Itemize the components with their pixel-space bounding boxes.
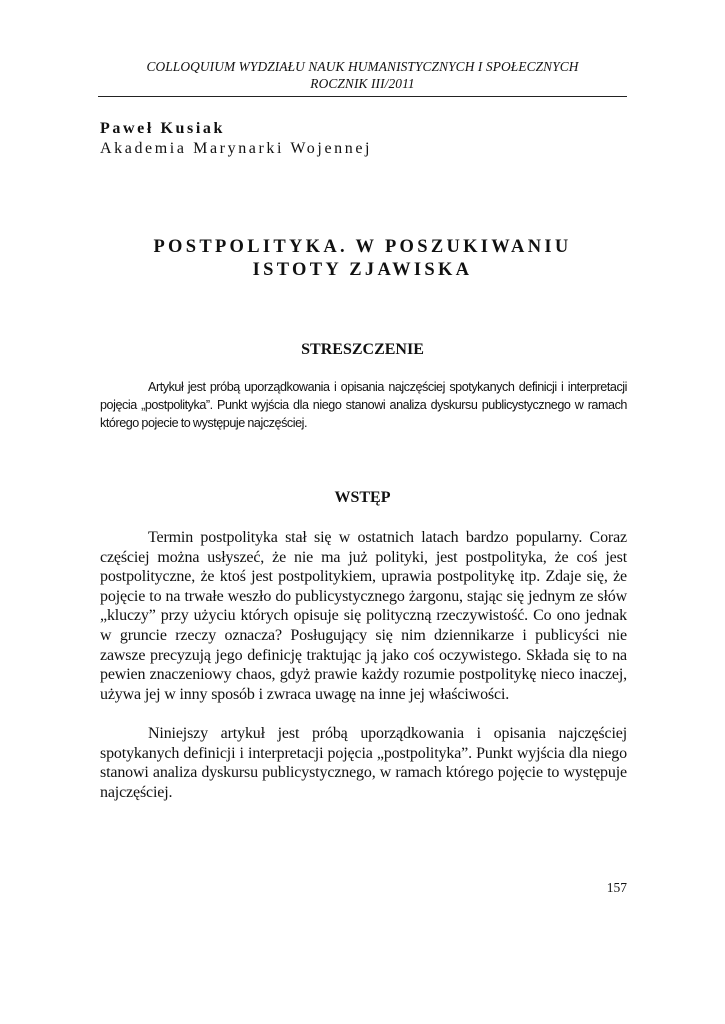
- article-title-line-1: POSTPOLITYKA. W POSZUKIWANIU: [153, 237, 572, 257]
- introduction-paragraph-1: Termin postpolityka stał się w ostatnich latach bardzo popularny. Coraz częściej można usłyszeć, że nie ma już polityki, jest postpolityka, że coś jest postpolityczne, że ktoś jest postpolitykiem, uprawia postpolitykę itp. Zdaje się, że pojęcie to na trwałe weszło do publicystycznego żargonu, stając się jednym ze słów „kluczy” przy użyciu których opisuje się polityczną rzeczywistość. Co ono jednak w gruncie rzeczy oznacza? Posługujący się nim dziennikarze i publicyści nie zawsze precyzują jego definicję traktując ją jako coś oczywistego. Składa się to na pewien znaczeniowy chaos, gdyż prawie każdy rozumie postpolitykę nieco inaczej, używa jej w inny sposób i zwraca uwagę na inne jej właściwości.: [100, 529, 627, 703]
- author-affiliation: Akademia Marynarki Wojennej: [100, 140, 373, 157]
- journal-title: COLLOQUIUM WYDZIAŁU NAUK HUMANISTYCZNYCH I SPOŁECZNYCH: [146, 59, 579, 74]
- abstract-heading: STRESZCZENIE: [301, 341, 424, 358]
- article-title-line-2: ISTOTY ZJAWISKA: [252, 260, 473, 280]
- page-number: 157: [606, 880, 627, 895]
- abstract-text: Artykuł jest próbą uporządkowania i opisania najczęściej spotykanych definicji i interpretacji pojęcia „postpolityka”. Punkt wyjścia dla niego stanowi analiza dyskursu publicystycznego w ramach którego pojecie to występuje najczęściej.: [100, 380, 627, 430]
- header-divider: [98, 96, 627, 97]
- author-name: Paweł Kusiak: [100, 120, 225, 137]
- journal-volume: ROCZNIK III/2011: [310, 76, 415, 91]
- introduction-heading: WSTĘP: [334, 489, 391, 506]
- article-title: [98, 236, 627, 282]
- introduction-paragraph-2: Niniejszy artykuł jest próbą uporządkowania i opisania najczęściej spotykanych definicji i interpretacji pojęcia „postpolityka”. Punkt wyjścia dla niego stanowi analiza dyskursu publicystycznego, w ramach którego pojęcie to występuje najczęściej.: [100, 725, 627, 801]
- running-header: [98, 58, 627, 92]
- author-line: [100, 119, 225, 139]
